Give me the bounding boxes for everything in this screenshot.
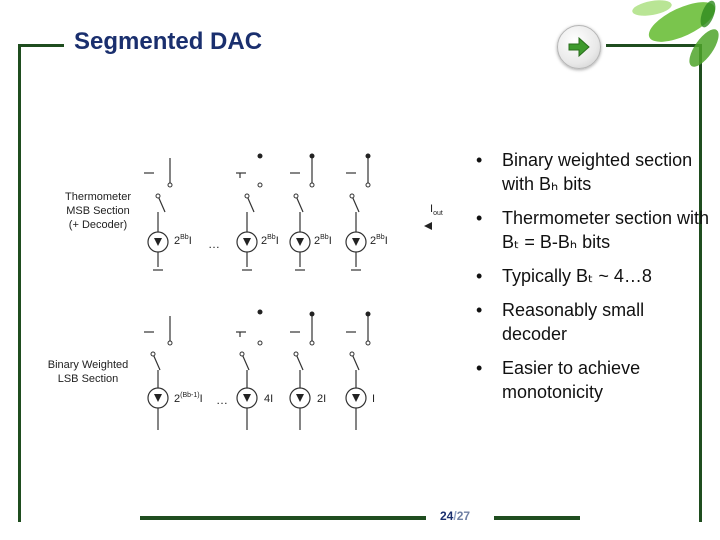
- footer-right-line: [494, 516, 580, 520]
- bullet-list: [474, 148, 710, 414]
- binary-source-1-label: $2^{(Bb-1)}I$: [174, 392, 203, 405]
- thermo-ellipsis: …: [208, 237, 220, 251]
- binary-source-3-label: 2I: [317, 393, 327, 405]
- thermo-label-line3: (+ Decoder): [68, 219, 128, 231]
- page-separator: /: [453, 509, 457, 523]
- iout-label: $I_{out}$: [430, 203, 443, 217]
- thermo-label-line1: Thermometer: [64, 191, 132, 203]
- next-slide-button[interactable]: [557, 25, 601, 69]
- thermo-source-3-label: $2^{Bb}I$: [314, 234, 332, 247]
- slide-title: Segmented DAC: [74, 28, 263, 55]
- binary-source-2-label: 4I: [264, 393, 274, 405]
- segmented-dac-schematic: [40, 140, 460, 450]
- page-total: 27: [456, 509, 471, 523]
- bullet-item: • Typically Bₜ ~ 4…8: [474, 264, 710, 288]
- thermo-source-1-label: $2^{Bb}I$: [174, 234, 192, 247]
- bullet-item: • Thermometer section with Bₜ = B-Bₕ bits: [474, 206, 710, 254]
- frame-top-left-line: [18, 44, 64, 47]
- binary-ellipsis: …: [216, 393, 228, 407]
- leaf-decoration-icon: [612, 0, 720, 90]
- thermo-label-line2: MSB Section: [66, 205, 130, 217]
- bullet-item: • Binary weighted section with Bₕ bits: [474, 148, 710, 196]
- binary-source-4-label: I: [372, 393, 376, 405]
- binary-label-line2: LSB Section: [57, 373, 119, 385]
- bullet-item: • Reasonably small decoder: [474, 298, 710, 346]
- page-current: 24: [440, 509, 454, 523]
- footer-left-line: [140, 516, 426, 520]
- thermo-source-2-label: $2^{Bb}I$: [261, 234, 279, 247]
- binary-label-line1: Binary Weighted: [47, 359, 129, 371]
- frame-left-line: [18, 44, 21, 522]
- arrow-right-icon: [565, 33, 593, 61]
- page-number: [440, 509, 470, 523]
- thermo-source-4-label: $2^{Bb}I$: [370, 234, 388, 247]
- bullet-item: • Easier to achieve monotonicity: [474, 356, 710, 404]
